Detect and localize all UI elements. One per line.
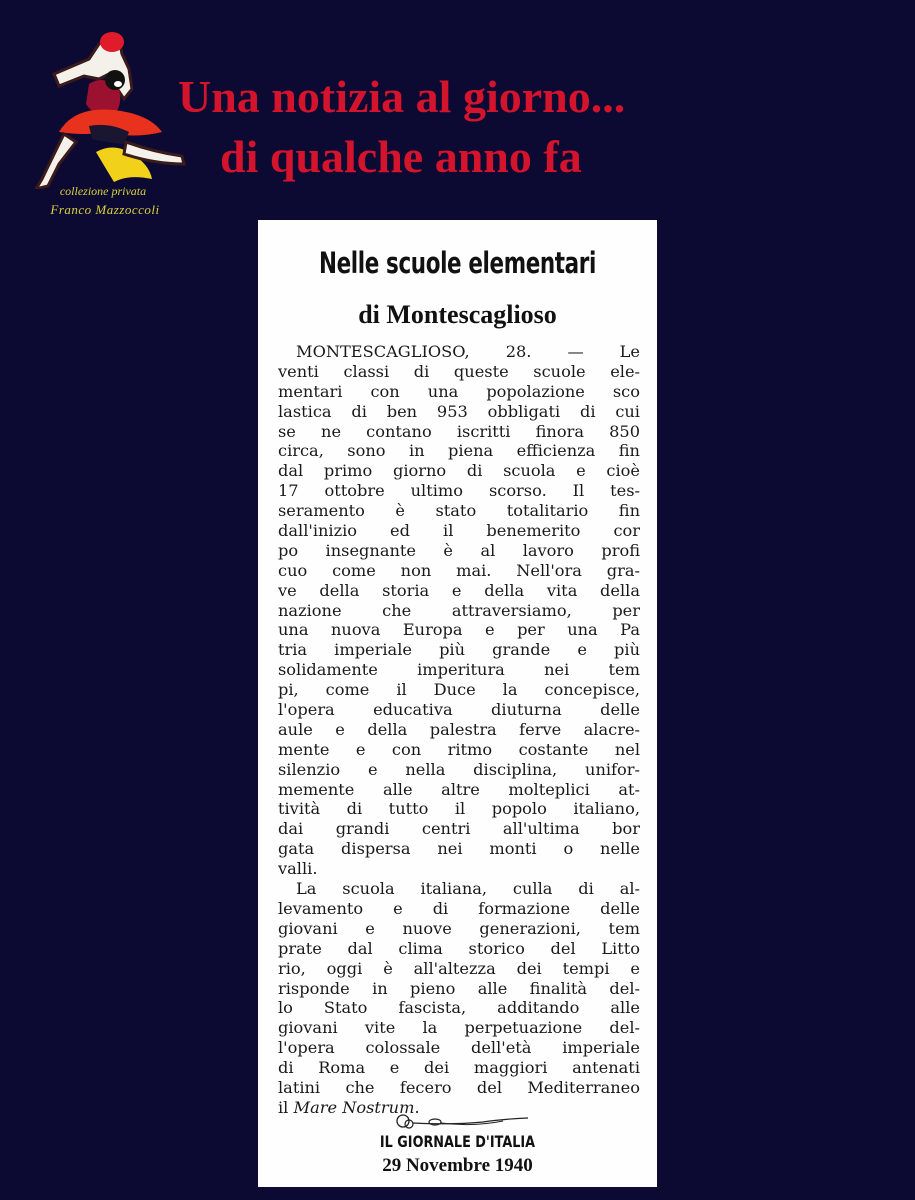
article-line: po insegnante è al lavoro profi — [278, 540, 640, 560]
article-line: giovani e nuove generazioni, tem — [278, 918, 640, 938]
article-paragraph-1 — [278, 342, 640, 879]
article-line: pi, come il Duce la concepisce, — [278, 680, 640, 700]
article-line: ve della storia e della vita della — [278, 580, 640, 600]
headline-line1: Una notizia al giorno... — [178, 71, 626, 122]
final-line-suffix: . — [414, 1097, 420, 1117]
article-line: aule e della palestra ferve alacre- — [278, 719, 640, 739]
article-line: l'opera colossale dell'età imperiale — [278, 1038, 640, 1058]
article-line: levamento e di formazione delle — [278, 898, 640, 918]
article-line: latini che fecero del Mediterraneo — [278, 1077, 640, 1097]
newspaper-clipping — [258, 220, 657, 1187]
flower-ribbon-ornament-icon — [393, 1113, 533, 1131]
article-line: lastica di ben 953 obbligati di cui — [278, 401, 640, 421]
article-line: circa, sono in piena efficienza fin — [278, 441, 640, 461]
article-line: una nuova Europa e per una Pa — [278, 620, 640, 640]
article-line: MONTESCAGLIOSO, 28. — Le — [296, 342, 640, 361]
newspaper-source: IL GIORNALE D'ITALIA — [379, 1132, 536, 1151]
article-line: tria imperiale più grande e più — [278, 640, 640, 660]
article-line: gata dispersa nei monti o nelle — [278, 839, 640, 859]
article-line: dal primo giorno di scuola e cioè — [278, 461, 640, 481]
article-line: tività di tutto il popolo italiano, — [278, 799, 640, 819]
article-line: silenzio e nella disciplina, unifor- — [278, 759, 640, 779]
article-subtitle: di Montescaglioso — [358, 300, 557, 329]
logo — [14, 14, 194, 224]
article-line: di Roma e dei maggiori antenati — [278, 1058, 640, 1078]
final-line-prefix: il — [278, 1097, 294, 1117]
headline-line2: di qualche anno fa — [220, 131, 582, 182]
article-line: mentari con una popolazione sco — [278, 381, 640, 401]
article-line: dai grandi centri all'ultima bor — [278, 819, 640, 839]
article-line: risponde in pieno alle finalità del- — [278, 978, 640, 998]
article-body — [278, 342, 640, 1118]
final-line-italic: Mare Nostrum — [293, 1097, 415, 1117]
article-line: cuo come non mai. Nell'ora gra- — [278, 560, 640, 580]
article-paragraph-2 — [278, 879, 640, 1098]
article-line: solidamente imperitura nei tem — [278, 660, 640, 680]
logo-caption-collection: collezione privata — [59, 184, 147, 198]
article-title: Nelle scuole elementari — [319, 246, 596, 280]
article-line: nazione che attraversiamo, per — [278, 600, 640, 620]
publication-date: 29 Novembre 1940 — [382, 1155, 533, 1176]
article-line: giovani vite la perpetuazione del- — [278, 1018, 640, 1038]
article-line: l'opera educativa diuturna delle — [278, 700, 640, 720]
article-line: venti classi di queste scuole ele- — [278, 361, 640, 381]
article-line: rio, oggi è all'altezza dei tempi e — [278, 958, 640, 978]
article-line: 17 ottobre ultimo scorso. Il tes- — [278, 481, 640, 501]
article-line: valli. — [278, 859, 318, 879]
article-line: memente alle altre molteplici at- — [278, 779, 640, 799]
article-line: dall'inizio ed il benemerito cor — [278, 521, 640, 541]
article-line: mente e con ritmo costante nel — [278, 739, 640, 759]
article-line: lo Stato fascista, additando alle — [278, 998, 640, 1018]
logo-caption-owner: Franco Mazzoccoli — [50, 202, 160, 217]
article-line: prate dal clima storico del Litto — [278, 938, 640, 958]
article-line: seramento è stato totalitario fin — [278, 501, 640, 521]
dancer-illustration-icon — [14, 14, 194, 189]
article-line: La scuola italiana, culla di al- — [296, 879, 640, 899]
article-line: se ne contano iscritti finora 850 — [278, 421, 640, 441]
